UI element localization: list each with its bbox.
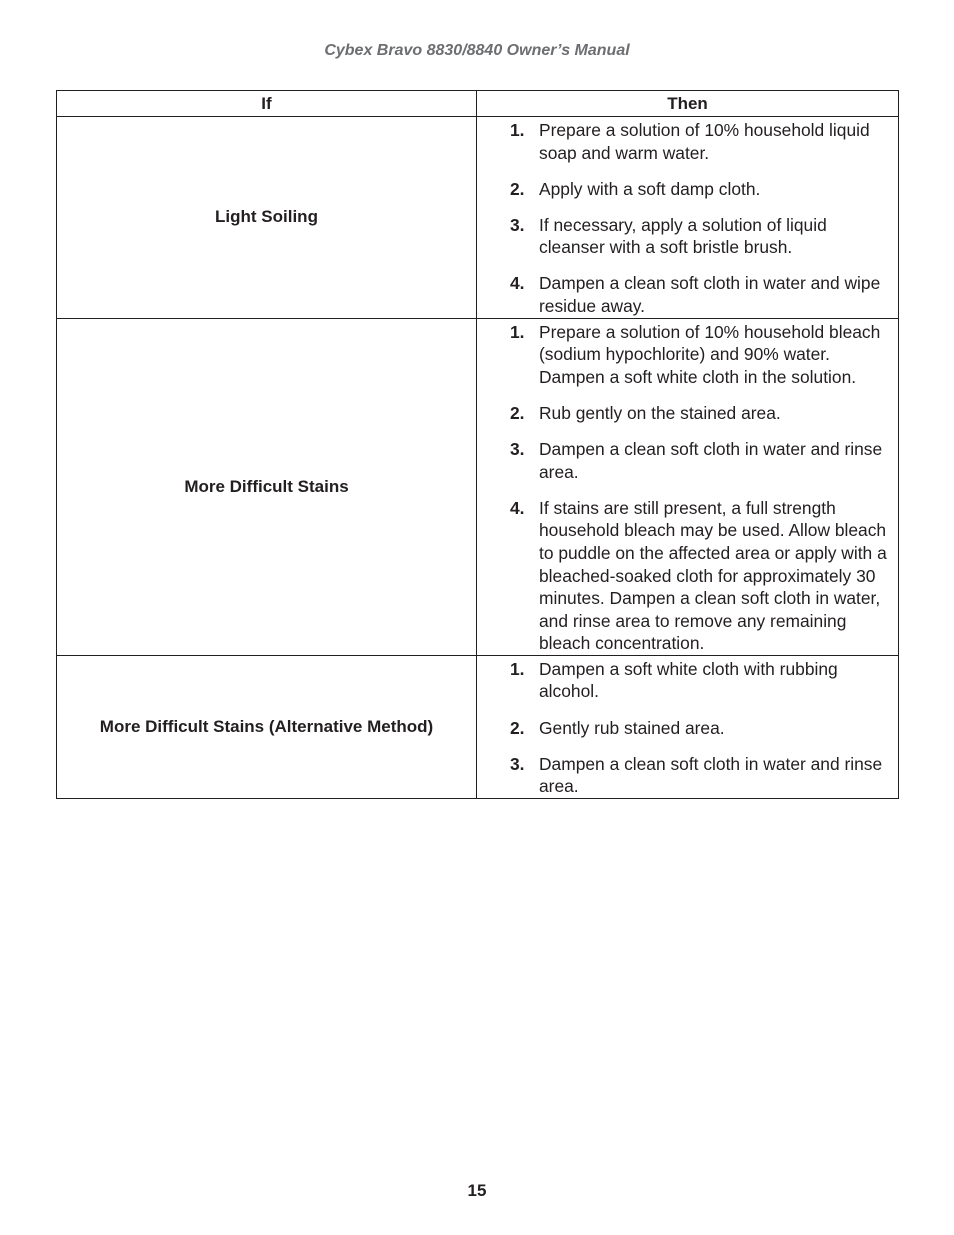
condition-cell: More Difficult Stains <box>57 318 477 655</box>
step-item <box>510 497 888 655</box>
steps-cell <box>477 117 899 319</box>
table-header-row <box>57 91 899 117</box>
step-item <box>510 214 888 259</box>
step-text: Dampen a soft white cloth with rubbing alcohol. <box>539 658 838 702</box>
step-text: Gently rub stained area. <box>539 717 725 738</box>
step-item <box>510 658 888 703</box>
step-item <box>510 119 888 164</box>
step-number: 3. <box>510 753 525 774</box>
table-row <box>57 655 899 798</box>
step-item <box>510 402 888 425</box>
step-text: Prepare a solution of 10% household liquid soap and warm water. <box>539 120 870 163</box>
step-text: Dampen a clean soft cloth in water and rinse area. <box>539 753 883 797</box>
step-number: 1. <box>510 120 525 140</box>
step-list <box>477 117 898 318</box>
page-number: 15 <box>467 1181 487 1200</box>
steps-cell <box>477 318 899 655</box>
cleaning-table <box>56 90 899 799</box>
step-item <box>510 753 888 798</box>
running-header: Cybex Bravo 8830/8840 Owner’s Manual <box>324 42 630 59</box>
step-item <box>510 321 888 389</box>
table-row <box>57 117 899 319</box>
step-number: 4. <box>510 497 525 518</box>
step-text: Dampen a clean soft cloth in water and rinse area. <box>539 439 883 482</box>
column-header-if: If <box>57 91 477 117</box>
step-item <box>510 438 888 483</box>
step-number: 2. <box>510 717 525 738</box>
step-text: If stains are still present, a full strength household bleach may be used. Allow bleach to puddle on the affected area or apply with a bleached-soaked cloth for approximately 30 minutes. Dampen a clean soft cloth in water, and rinse area to remove any remaining bleach concentration. <box>539 497 887 654</box>
step-item <box>510 717 888 740</box>
step-item <box>510 272 888 317</box>
condition-cell: Light Soiling <box>57 117 477 319</box>
step-number: 4. <box>510 273 525 294</box>
step-text: If necessary, apply a solution of liquid cleanser with a soft bristle brush. <box>539 214 827 258</box>
step-item <box>510 178 888 201</box>
step-text: Rub gently on the stained area. <box>539 402 781 423</box>
steps-cell <box>477 655 899 798</box>
step-number: 1. <box>510 658 525 679</box>
step-list <box>477 319 898 655</box>
step-text: Prepare a solution of 10% household bleach (sodium hypochlorite) and 90% water. Dampen a soft white cloth in the solution. <box>539 321 881 387</box>
step-number: 3. <box>510 214 525 235</box>
step-number: 3. <box>510 439 525 460</box>
condition-cell: More Difficult Stains (Alternative Method) <box>57 655 477 798</box>
step-number: 2. <box>510 402 525 423</box>
step-list <box>477 656 898 798</box>
column-header-then: Then <box>477 91 899 117</box>
step-number: 2. <box>510 178 525 199</box>
step-text: Dampen a clean soft cloth in water and wipe residue away. <box>539 273 881 317</box>
step-text: Apply with a soft damp cloth. <box>539 178 761 199</box>
table-row <box>57 318 899 655</box>
step-number: 1. <box>510 321 525 342</box>
